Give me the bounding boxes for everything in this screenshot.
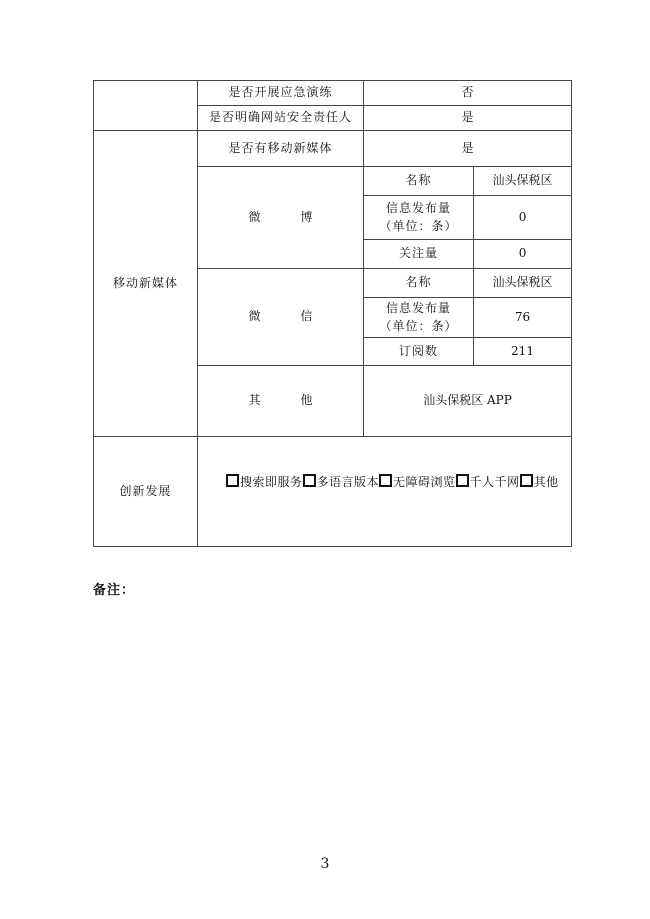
- checkbox-icon: [303, 474, 316, 487]
- option-other[interactable]: [520, 475, 559, 489]
- option-label: 多语言版本: [316, 475, 380, 489]
- wechat-name-label: 名称: [364, 269, 474, 298]
- has-mobile-label: 是否有移动新媒体: [198, 131, 364, 167]
- wechat-publish-value: 76: [474, 298, 572, 338]
- weibo-followers-label: 关注量: [364, 240, 474, 269]
- checkbox-icon: [456, 474, 469, 487]
- empty-section-cell: [94, 81, 198, 131]
- checkbox-icon: [520, 474, 533, 487]
- publish-label-line1: 信息发布量: [385, 201, 451, 216]
- drill-label: 是否开展应急演练: [198, 81, 364, 106]
- table-row: [94, 131, 572, 167]
- checkbox-icon: [226, 474, 239, 487]
- publish-label-line2: （单位：条）: [379, 218, 458, 233]
- has-mobile-value: 是: [364, 131, 572, 167]
- option-personalized[interactable]: [456, 475, 520, 489]
- publish-label-line2: （单位：条）: [379, 318, 458, 333]
- wechat-label: 微 信: [198, 269, 364, 366]
- weibo-publish-value: 0: [474, 196, 572, 240]
- note-label: 备注：: [93, 583, 136, 598]
- innovation-options: [198, 437, 572, 547]
- responsible-label: 是否明确网站安全责任人: [198, 106, 364, 131]
- option-multilang[interactable]: [303, 475, 380, 489]
- weibo-followers-value: 0: [474, 240, 572, 269]
- option-search[interactable]: [226, 475, 303, 489]
- option-label: 搜索即服务: [240, 475, 303, 489]
- wechat-name-value: 汕头保税区: [474, 269, 572, 298]
- wechat-publish-label: [364, 298, 474, 338]
- option-label: 千人千网: [469, 475, 520, 489]
- info-table: [93, 80, 572, 547]
- weibo-name-value: 汕头保税区: [474, 167, 572, 196]
- other-label: 其 他: [198, 366, 364, 437]
- responsible-value: 是: [364, 106, 572, 131]
- option-accessibility[interactable]: [379, 475, 456, 489]
- page-number: 3: [320, 856, 330, 872]
- weibo-label: 微 博: [198, 167, 364, 269]
- drill-value: 否: [364, 81, 572, 106]
- option-label: 其他: [533, 475, 559, 489]
- wechat-subscribers-label: 订阅数: [364, 338, 474, 366]
- table-row: [94, 437, 572, 547]
- other-value: 汕头保税区 APP: [364, 366, 572, 437]
- checkbox-icon: [379, 474, 392, 487]
- weibo-publish-label: [364, 196, 474, 240]
- weibo-name-label: 名称: [364, 167, 474, 196]
- innovation-label: 创新发展: [94, 437, 198, 547]
- publish-label-line1: 信息发布量: [385, 301, 451, 316]
- wechat-subscribers-value: 211: [474, 338, 572, 366]
- table-row: [94, 81, 572, 106]
- option-label: 无障碍浏览: [393, 475, 456, 489]
- mobile-section-label: 移动新媒体: [94, 131, 198, 437]
